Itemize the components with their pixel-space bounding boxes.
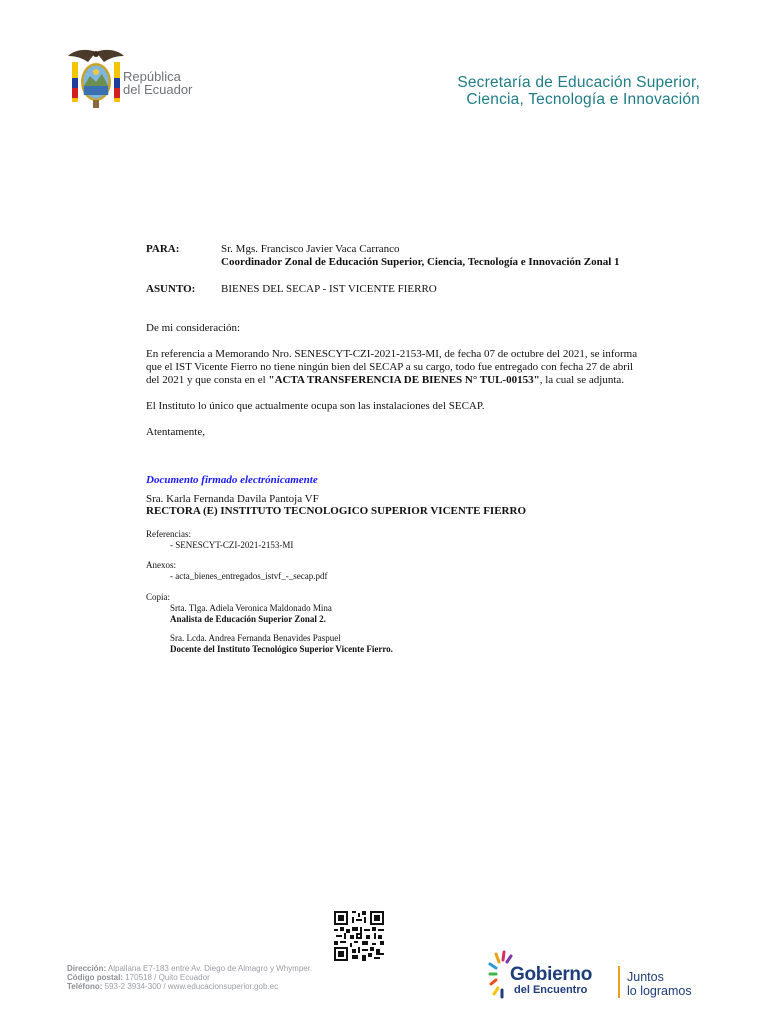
footer-phone [67,982,278,991]
references-item: - SENESCYT-CZI-2021-2153-MI [170,540,294,550]
greeting: De mi consideración: [146,322,241,334]
copies-label: Copia: [146,592,170,602]
footer-postal [67,973,210,982]
ecuador-coat-of-arms-icon [66,46,126,110]
copy-2-title: Docente del Instituto Tecnológico Superior Vicente Fierro. [170,644,393,654]
paragraph-1-line1: En referencia a Memorando Nro. SENESCYT-CZI-2021-2153-MI, de fecha 07 de octubre del 2021, se informa [146,348,638,360]
paragraph-1 [146,348,666,387]
annexes-label: Anexos: [146,560,176,570]
footer-phone-value: 593-2 3934-300 / www.educacionsuperior.gob.ec [102,982,279,991]
footer-address-value: Alpallana E7-183 entre Av. Diego de Almagro y Whymper. [106,964,313,973]
gobierno-wordmark [510,965,592,996]
para-label: PARA: [146,243,180,255]
gobierno-sub: del Encuentro [514,984,588,996]
slogan-line2: lo logramos [627,984,692,998]
footer-phone-label: Teléfono: [67,982,103,991]
republica-line2: del Ecuador [123,82,193,97]
acta-reference: "ACTA TRANSFERENCIA DE BIENES N° TUL-00153" [268,374,540,386]
secretaria-title [457,74,700,108]
gobierno-slogan [627,970,692,998]
qr-code-icon[interactable] [334,911,384,961]
asunto-label: ASUNTO: [146,283,196,295]
asunto-value: BIENES DEL SECAP - IST VICENTE FIERRO [221,283,437,295]
paragraph-1-line3-post: , la cual se adjunta. [539,374,625,386]
gobierno-separator [618,966,620,998]
copy-2-name: Sra. Lcda. Andrea Fernanda Benavides Paspuel [170,633,341,643]
paragraph-1-line3 [146,374,666,387]
secretaria-line2: Ciencia, Tecnología e Innovación [466,91,700,108]
signed-electronically: Documento firmado electrónicamente [146,474,318,486]
republica-line1: República [123,69,181,84]
paragraph-2: El Instituto lo único que actualmente ocupa son las instalaciones del SECAP. [146,400,485,412]
copy-1-name: Srta. Tlga. Adiela Veronica Maldonado Mina [170,603,332,613]
closing: Atentamente, [146,426,205,438]
signer-name: Sra. Karla Fernanda Davila Pantoja VF [146,493,319,505]
footer-address [67,964,312,973]
para-title: Coordinador Zonal de Educación Superior, Ciencia, Tecnología e Innovación Zonal 1 [221,256,620,268]
references-label: Referencias: [146,529,191,539]
slogan-line1: Juntos [627,970,664,984]
gobierno-main: Gobierno [510,964,593,985]
paragraph-1-line3-pre: del 2021 y que consta en el [146,374,269,386]
republica-del-ecuador-wordmark [123,70,192,96]
footer-postal-value: 170518 / Quito Ecuador [123,973,210,982]
footer-address-label: Dirección: [67,964,107,973]
secretaria-line1: Secretaría de Educación Superior, [457,74,700,91]
annexes-item: - acta_bienes_entregados_istvf_-_secap.pdf [170,571,328,581]
paragraph-1-line2: que el IST Vicente Fierro no tiene ningún bien del SECAP a su cargo, todo fue entregado con fecha 27 de abril [146,361,634,373]
signer-title: RECTORA (E) INSTITUTO TECNOLOGICO SUPERIOR VICENTE FIERRO [146,505,526,517]
copy-1-title: Analista de Educación Superior Zonal 2. [170,614,326,624]
para-name: Sr. Mgs. Francisco Javier Vaca Carranco [221,243,400,255]
footer-postal-label: Código postal: [67,973,123,982]
